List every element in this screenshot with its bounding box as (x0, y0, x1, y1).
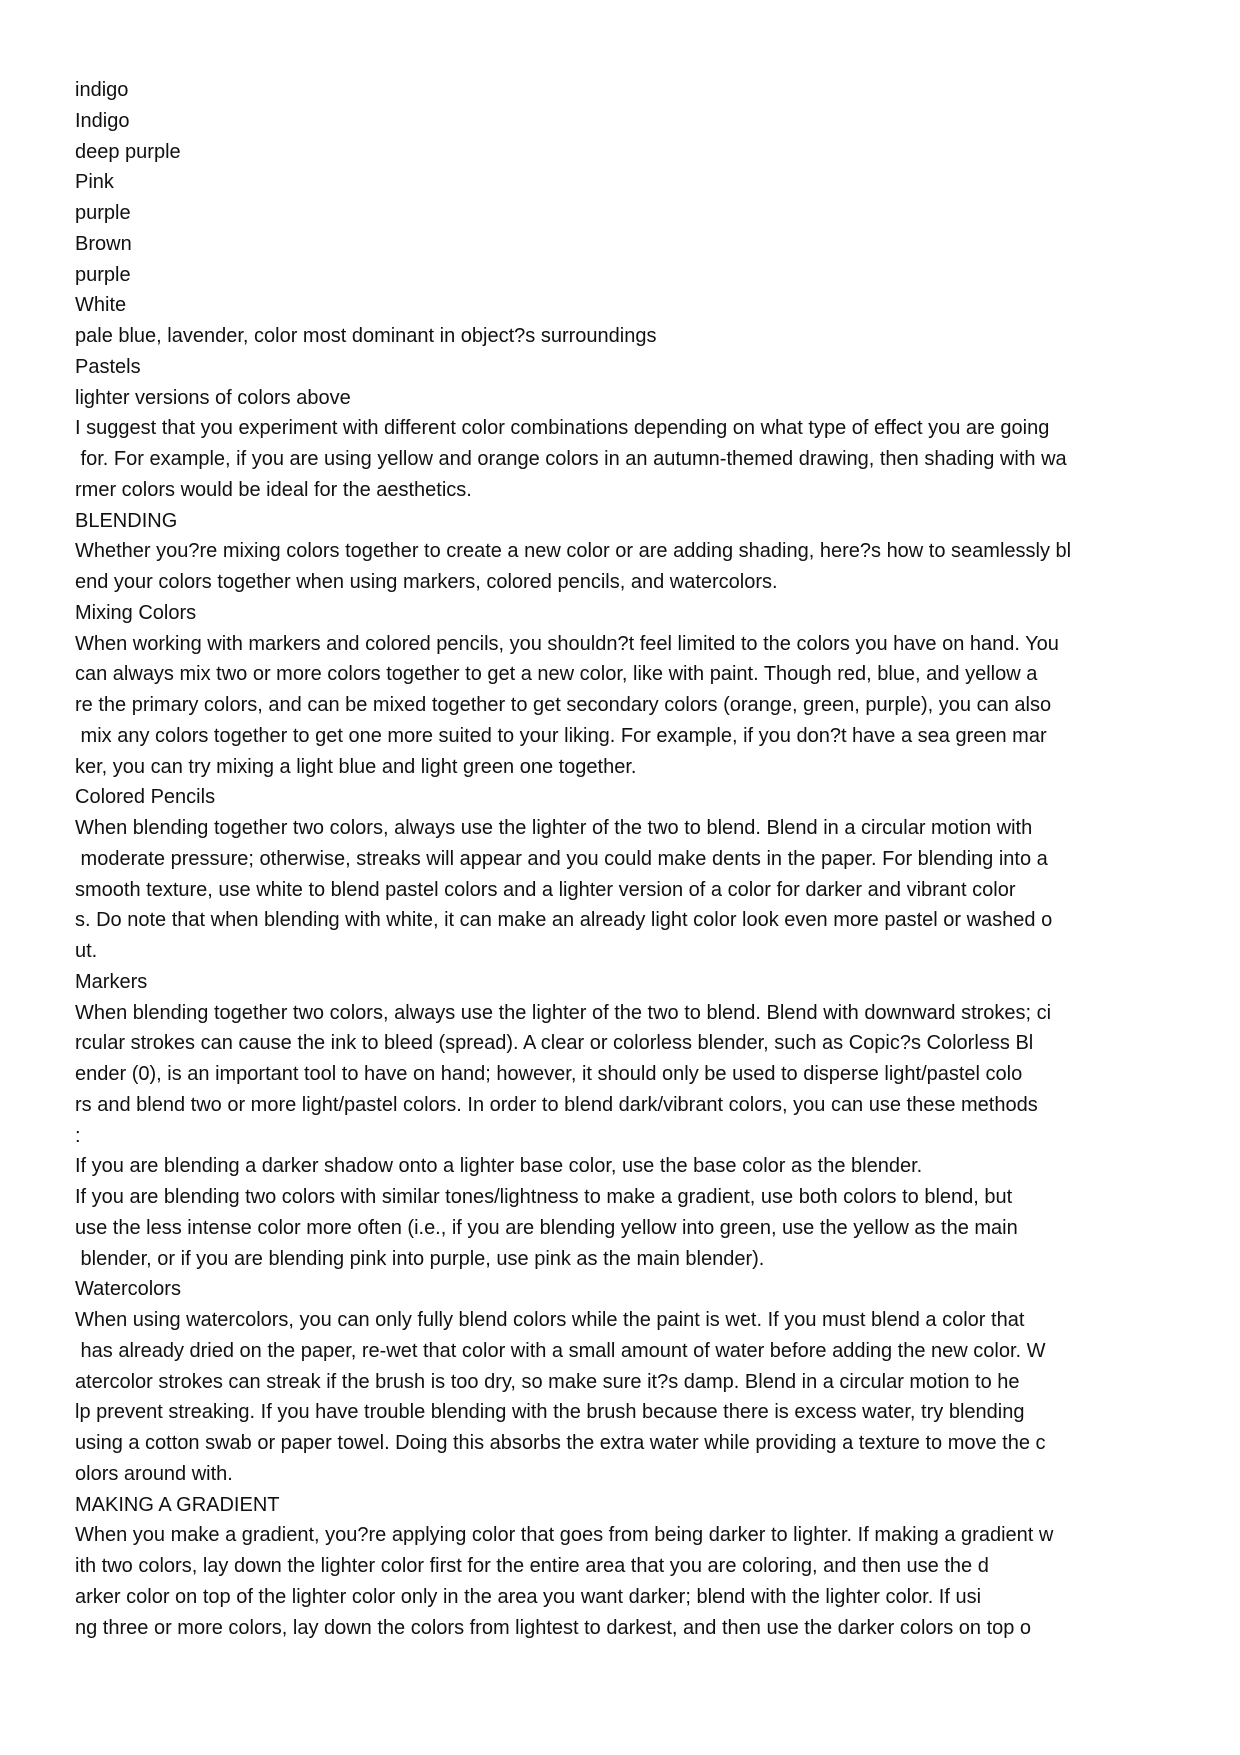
text-line: blender, or if you are blending pink into purple, use pink as the main blender). (75, 1247, 765, 1270)
text-line: Colored Pencils (75, 786, 216, 809)
text-line: purple (75, 202, 131, 224)
text-line: rmer colors would be ideal for the aesthetics. (75, 478, 472, 501)
text-line: Brown (75, 232, 132, 255)
text-line: When blending together two colors, always use the lighter of the two to blend. Blend in a circular motion with (75, 817, 1033, 839)
text-line: deep purple (75, 140, 181, 163)
text-line: end your colors together when using markers, colored pencils, and watercolors. (75, 571, 778, 593)
text-line: ith two colors, lay down the lighter color first for the entire area that you are coloring, and then use the d (75, 1555, 989, 1577)
text-line: for. For example, if you are using yellow and orange colors in an autumn-themed drawing, then shading with wa (75, 448, 1067, 470)
text-line: pale blue, lavender, color most dominant in object?s surroundings (75, 325, 657, 347)
text-line: rs and blend two or more light/pastel colors. In order to blend dark/vibrant colors, you can use these methods (75, 1093, 1038, 1116)
text-line: olors around with. (75, 1462, 233, 1485)
text-line: MAKING A GRADIENT (75, 1493, 280, 1516)
text-line: When using watercolors, you can only fully blend colors while the paint is wet. If you must blend a color that (75, 1309, 1025, 1331)
text-line: rcular strokes can cause the ink to bleed (spread). A clear or colorless blender, such as Copic?s Colorless Bl (75, 1032, 1034, 1055)
text-line: Whether you?re mixing colors together to create a new color or are adding shading, here?s how to seamlessly bl (75, 540, 1072, 563)
text-line: Watercolors (75, 1278, 181, 1301)
document-body (75, 75, 1195, 1643)
text-line: can always mix two or more colors together to get a new color, like with paint. Though red, blue, and yellow a (75, 663, 1038, 686)
text-line: If you are blending a darker shadow onto a lighter base color, use the base color as the blender. (75, 1155, 923, 1178)
text-line: re the primary colors, and can be mixed together to get secondary colors (orange, green, purple), you can also (75, 694, 1052, 716)
text-line: moderate pressure; otherwise, streaks will appear and you could make dents in the paper. For blending into a (75, 847, 1048, 870)
text-line: Markers (75, 970, 148, 993)
text-line: ender (0), is an important tool to have on hand; however, it should only be used to disperse light/pastel colo (75, 1063, 1023, 1085)
text-line: White (75, 294, 127, 317)
text-line: atercolor strokes can streak if the brush is too dry, so make sure it?s damp. Blend in a circular motion to he (75, 1370, 1020, 1393)
text-line: mix any colors together to get one more suited to your liking. For example, if you don?t have a sea green mar (75, 724, 1047, 747)
text-line: indigo (75, 79, 129, 101)
text-line: has already dried on the paper, re-wet that color with a small amount of water before adding the new color. W (75, 1339, 1046, 1362)
text-line: Mixing Colors (75, 601, 197, 624)
text-line: purple (75, 263, 131, 286)
text-line: lp prevent streaking. If you have trouble blending with the brush because there is excess water, try blending (75, 1401, 1025, 1424)
text-line: use the less intense color more often (i.e., if you are blending yellow into green, use the yellow as the main (75, 1216, 1018, 1239)
text-line: using a cotton swab or paper towel. Doing this absorbs the extra water while providing a texture to move the c (75, 1432, 1046, 1454)
text-line: Indigo (75, 109, 130, 132)
text-line: : (75, 1124, 81, 1147)
text-line: arker color on top of the lighter color only in the area you want darker; blend with the lighter color. If usi (75, 1585, 982, 1608)
text-line: ng three or more colors, lay down the colors from lightest to darkest, and then use the darker colors on top o (75, 1616, 1032, 1639)
text-line: Pink (75, 171, 114, 194)
text-line: smooth texture, use white to blend pastel colors and a lighter version of a color for darker and vibrant color (75, 878, 1016, 901)
text-line: When you make a gradient, you?re applying color that goes from being darker to lighter. If making a gradient w (75, 1524, 1054, 1547)
text-line: I suggest that you experiment with different color combinations depending on what type of effect you are going (75, 417, 1050, 440)
text-line: When working with markers and colored pencils, you shouldn?t feel limited to the colors you have on hand. You (75, 632, 1059, 655)
text-line: ut. (75, 940, 98, 962)
text-line: Pastels (75, 355, 141, 378)
text-line: s. Do note that when blending with white, it can make an already light color look even more pastel or washed o (75, 909, 1053, 932)
text-line: When blending together two colors, always use the lighter of the two to blend. Blend with downward strokes; ci (75, 1001, 1052, 1024)
text-line: BLENDING (75, 509, 178, 532)
text-line: lighter versions of colors above (75, 386, 351, 409)
text-line: ker, you can try mixing a light blue and light green one together. (75, 755, 637, 778)
text-line: If you are blending two colors with similar tones/lightness to make a gradient, use both colors to blend, but (75, 1186, 1013, 1208)
